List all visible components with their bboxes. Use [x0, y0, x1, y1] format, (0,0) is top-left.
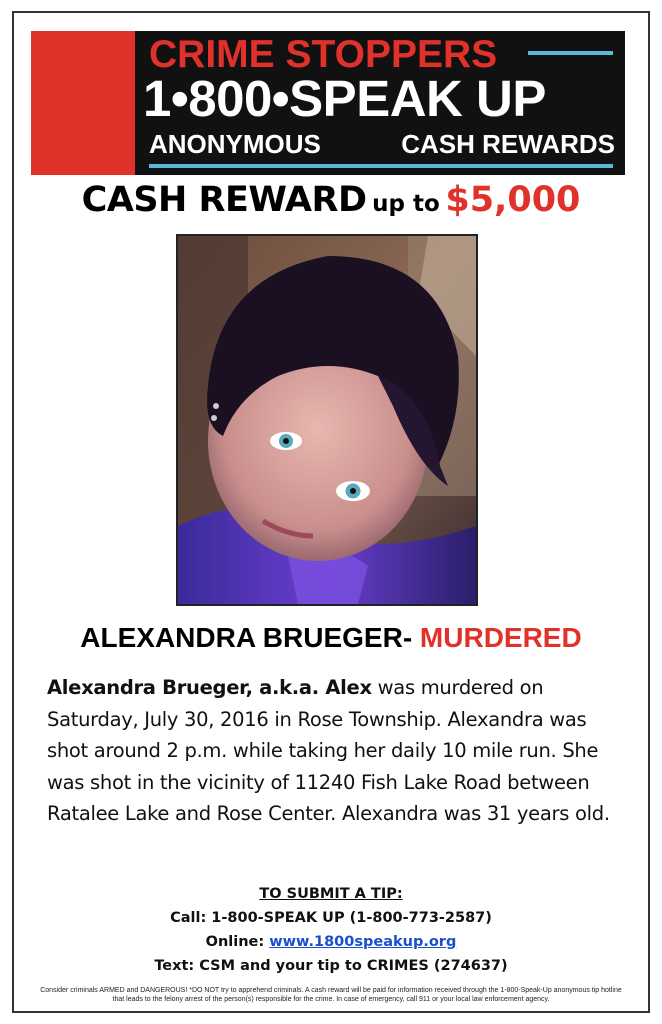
victim-name: ALEXANDRA BRUEGER- — [80, 622, 413, 653]
tip-title: TO SUBMIT A TIP: — [259, 886, 403, 902]
banner-title: CRIME STOPPERS — [149, 33, 498, 76]
reward-prefix: CASH REWARD — [81, 180, 367, 220]
case-description-body: was murdered on Saturday, July 30, 2016 in Rose Township. Alexandra was shot around 2 p.m. while taking her daily 10 mile run. She was shot in the vicinity of 11240 Fish Lake Road between Ratalee Lake and Rose Center. Alexandra was 31 years old. — [47, 676, 610, 825]
banner-tagline-left: ANONYMOUS — [149, 129, 321, 159]
tip-website-link[interactable]: www.1800speakup.org — [269, 934, 457, 950]
banner-tagline-right: CASH REWARDS — [401, 129, 615, 159]
case-description — [47, 672, 617, 830]
tip-call: Call: 1-800-SPEAK UP (1-800-773-2587) — [170, 910, 492, 926]
tip-text: Text: CSM and your tip to CRIMES (274637) — [154, 958, 508, 974]
banner-red-block — [31, 31, 135, 175]
tip-online-label: Online: — [205, 934, 270, 950]
victim-name-heading — [0, 622, 662, 654]
case-description-lead: Alexandra Brueger, a.k.a. Alex — [47, 676, 372, 699]
reward-amount: $5,000 — [445, 180, 581, 220]
banner-phone: 1•800•SPEAK UP — [143, 70, 546, 127]
banner-accent-line-bottom — [149, 164, 613, 168]
reward-middle: up to — [372, 191, 440, 217]
banner-accent-line-top — [528, 51, 613, 55]
tip-section — [0, 882, 662, 978]
victim-status: MURDERED — [419, 622, 582, 653]
reward-line — [0, 180, 662, 220]
banner-tagline — [149, 129, 615, 160]
victim-photo — [176, 234, 478, 606]
crime-stoppers-banner — [31, 31, 625, 175]
tip-online — [0, 930, 662, 954]
legal-disclaimer: Consider criminals ARMED and DANGEROUS! *DO NOT try to apprehend criminals. A cash reward will be paid for information received through the 1-800-Speak-Up anonymous tip hotline that leads to the felony arrest of the person(s) responsible for the crime. In case of emergency, call 911 or your local law enforcement agency. — [40, 987, 622, 1003]
